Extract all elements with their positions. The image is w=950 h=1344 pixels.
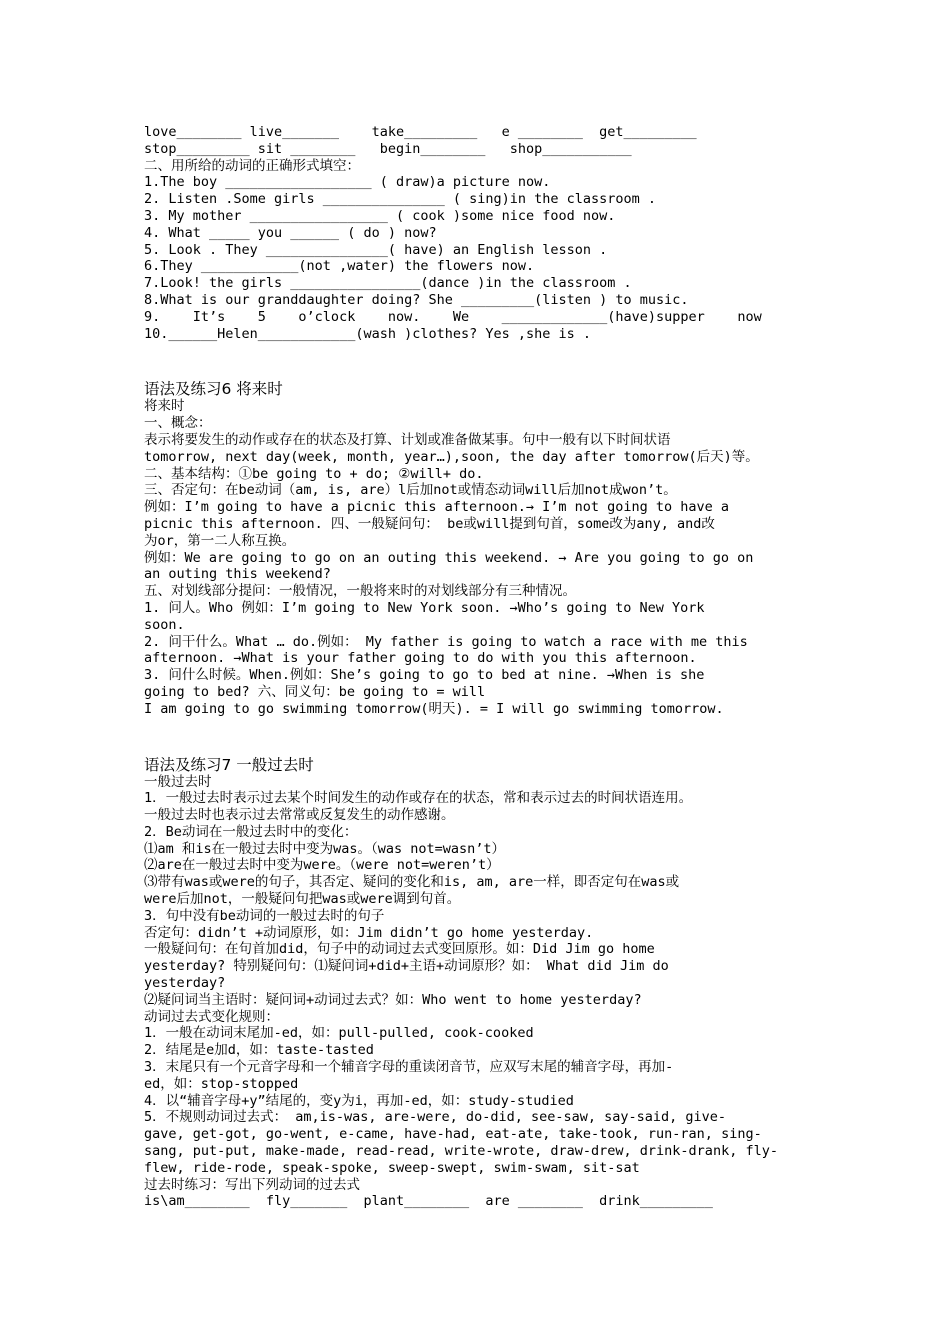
text-line: afternoon. →What is your father going to do with you this afternoon. <box>144 650 697 667</box>
exercise-item: 7.Look! the girls ________________(dance )in the classroom . <box>144 275 632 292</box>
exercise-item: 10.______Helen____________(wash )clothes? Yes ,she is . <box>144 325 592 342</box>
exercise-item: 9. It’s 5 o’clock now. We _____________(have)supper now <box>144 308 762 325</box>
exercise-item: 8.What is our granddaughter doing? She _________(listen ) to music. <box>144 291 689 308</box>
text-line: tomorrow, next day(week, month, year…),soon, the day after tomorrow(后天)等。 <box>144 448 759 465</box>
text-line: 三、否定句：在be动词（am, is, are）l后加not或情态动词will后加not成won’t。 <box>144 482 677 499</box>
text-line: gave, get-got, go-went, e-came, have-had, eat-ate, take-took, run-ran, sing- <box>144 1126 762 1143</box>
text-line: 3．句中没有be动词的一般过去时的句子 <box>144 907 385 924</box>
text-line: an outing this weekend? <box>144 566 331 583</box>
word-list-line: is\am________ fly_______ plant________ are ________ drink_________ <box>144 1193 713 1210</box>
text-line: ⑴am 和is在一般过去时中变为was。（was not=wasn’t） <box>144 840 506 857</box>
text-line: 2．Be动词在一般过去时中的变化： <box>144 823 358 840</box>
text-line: I am going to go swimming tomorrow(明天). = I will go swimming tomorrow. <box>144 700 724 717</box>
text-line: ed，如：stop-stopped <box>144 1075 299 1092</box>
text-line: 1. 问人。Who 例如：I’m going to New York soon. →Who’s going to New York <box>144 599 705 616</box>
text-line: 一、概念： <box>144 415 212 432</box>
text-line: 动词过去式变化规则： <box>144 1008 279 1025</box>
text-line: 2. 问干什么。What … do.例如： My father is going to watch a race with me this <box>144 633 748 650</box>
text-line: 一般过去时也表示过去常常或反复发生的动作感谢。 <box>144 807 455 824</box>
section-heading: 语法及练习6 将来时 <box>144 380 283 399</box>
text-line: yesterday? 特别疑问句：⑴疑问词+did+主语+动词原形？如： What did Jim do <box>144 958 669 975</box>
text-line: 为or，第一二人称互换。 <box>144 532 296 549</box>
text-line: 五、对划线部分提问：一般情况，一般将来时的对划线部分有三种情况。 <box>144 583 576 600</box>
text-line: 5．不规则动词过去式： am,is-was, are-were, do-did, see-saw, say-said, give- <box>144 1109 727 1126</box>
text-line: 否定句：didn’t +动词原形，如：Jim didn’t go home yesterday. <box>144 924 594 941</box>
text-line: 过去时练习：写出下列动词的过去式 <box>144 1176 360 1193</box>
exercise-item: 3. My mother _________________ ( cook )some nice food now. <box>144 207 616 224</box>
text-line: ⑶带有was或were的句子，其否定、疑问的变化和is, am, are一样，即否定句在was或 <box>144 874 680 891</box>
text-line: 将来时 <box>144 398 185 415</box>
exercise-item: 5. Look . They _______________( have) an English lesson . <box>144 241 608 258</box>
text-line: flew, ride-rode, speak-spoke, sweep-swept, swim-swam, sit-sat <box>144 1159 640 1176</box>
text-line: sang, put-put, make-made, read-read, write-wrote, draw-drew, drink-drank, fly- <box>144 1143 778 1160</box>
text-line: 例如：We are going to go on an outing this weekend. → Are you going to go on <box>144 549 754 566</box>
text-line: 3. 问什么时候。When.例如：She’s going to go to bed at nine. →When is she <box>144 667 705 684</box>
word-list-line: love________ live_______ take_________ e ________ get_________ <box>144 124 697 140</box>
text-line: 1．一般在动词末尾加-ed，如：pull-pulled, cook-cooked <box>144 1025 534 1042</box>
text-line: picnic this afternoon. 四、一般疑问句： be或will提到句首，some改为any, and改 <box>144 515 715 532</box>
text-line: 二、基本结构：①be going to + do; ②will+ do. <box>144 465 484 482</box>
text-line: were后加not，一般疑问句把was或were调到句首。 <box>144 891 461 908</box>
text-line: ⑵疑问词当主语时：疑问词+动词过去式？如：Who went to home yesterday? <box>144 991 642 1008</box>
text-line: 一般疑问句：在句首加did，句子中的动词过去式变回原形。如：Did Jim go home <box>144 941 655 958</box>
text-line: ⑵are在一般过去时中变为were。（were not=weren’t） <box>144 857 500 874</box>
text-line: going to bed? 六、同义句：be going to = will <box>144 683 486 700</box>
exercise-item: 1.The boy __________________ ( draw)a picture now. <box>144 174 551 191</box>
text-line: soon. <box>144 616 185 633</box>
future-tense-section <box>144 380 810 717</box>
exercise-item: 4. What _____ you ______ ( do ) now? <box>144 224 437 241</box>
text-line: 4．以“辅音字母+y”结尾的，变y为i，再加-ed，如：study-studied <box>144 1092 574 1109</box>
text-line: 例如：I’m going to have a picnic this afternoon.→ I’m not going to have a <box>144 499 730 516</box>
word-list-line: stop_________ sit ________ begin________ shop___________ <box>144 140 632 157</box>
section-heading: 语法及练习7 一般过去时 <box>144 755 314 774</box>
text-line: 1．一般过去时表示过去某个时间发生的动作或存在的状态，常和表示过去的时间状语连用。 <box>144 790 693 807</box>
text-line: 表示将要发生的动作或存在的状态及打算、计划或准备做某事。句中一般有以下时间状语 <box>144 431 671 448</box>
document-page <box>144 124 810 1210</box>
text-line: 3．末尾只有一个元音字母和一个辅音字母的重读闭音节，应双写末尾的辅音字母，再加- <box>144 1059 674 1076</box>
exercise-instruction: 二、用所给的动词的正确形式填空： <box>144 157 360 174</box>
text-line: 一般过去时 <box>144 773 212 790</box>
text-line: yesterday? <box>144 975 226 992</box>
exercise-section <box>144 124 810 342</box>
exercise-item: 2. Listen .Some girls _______________ ( sing)in the classroom . <box>144 191 657 208</box>
text-line: 2．结尾是e加d，如：taste-tasted <box>144 1042 374 1059</box>
exercise-item: 6.They ____________(not ,water) the flowers now. <box>144 258 535 275</box>
past-tense-section <box>144 756 810 1211</box>
